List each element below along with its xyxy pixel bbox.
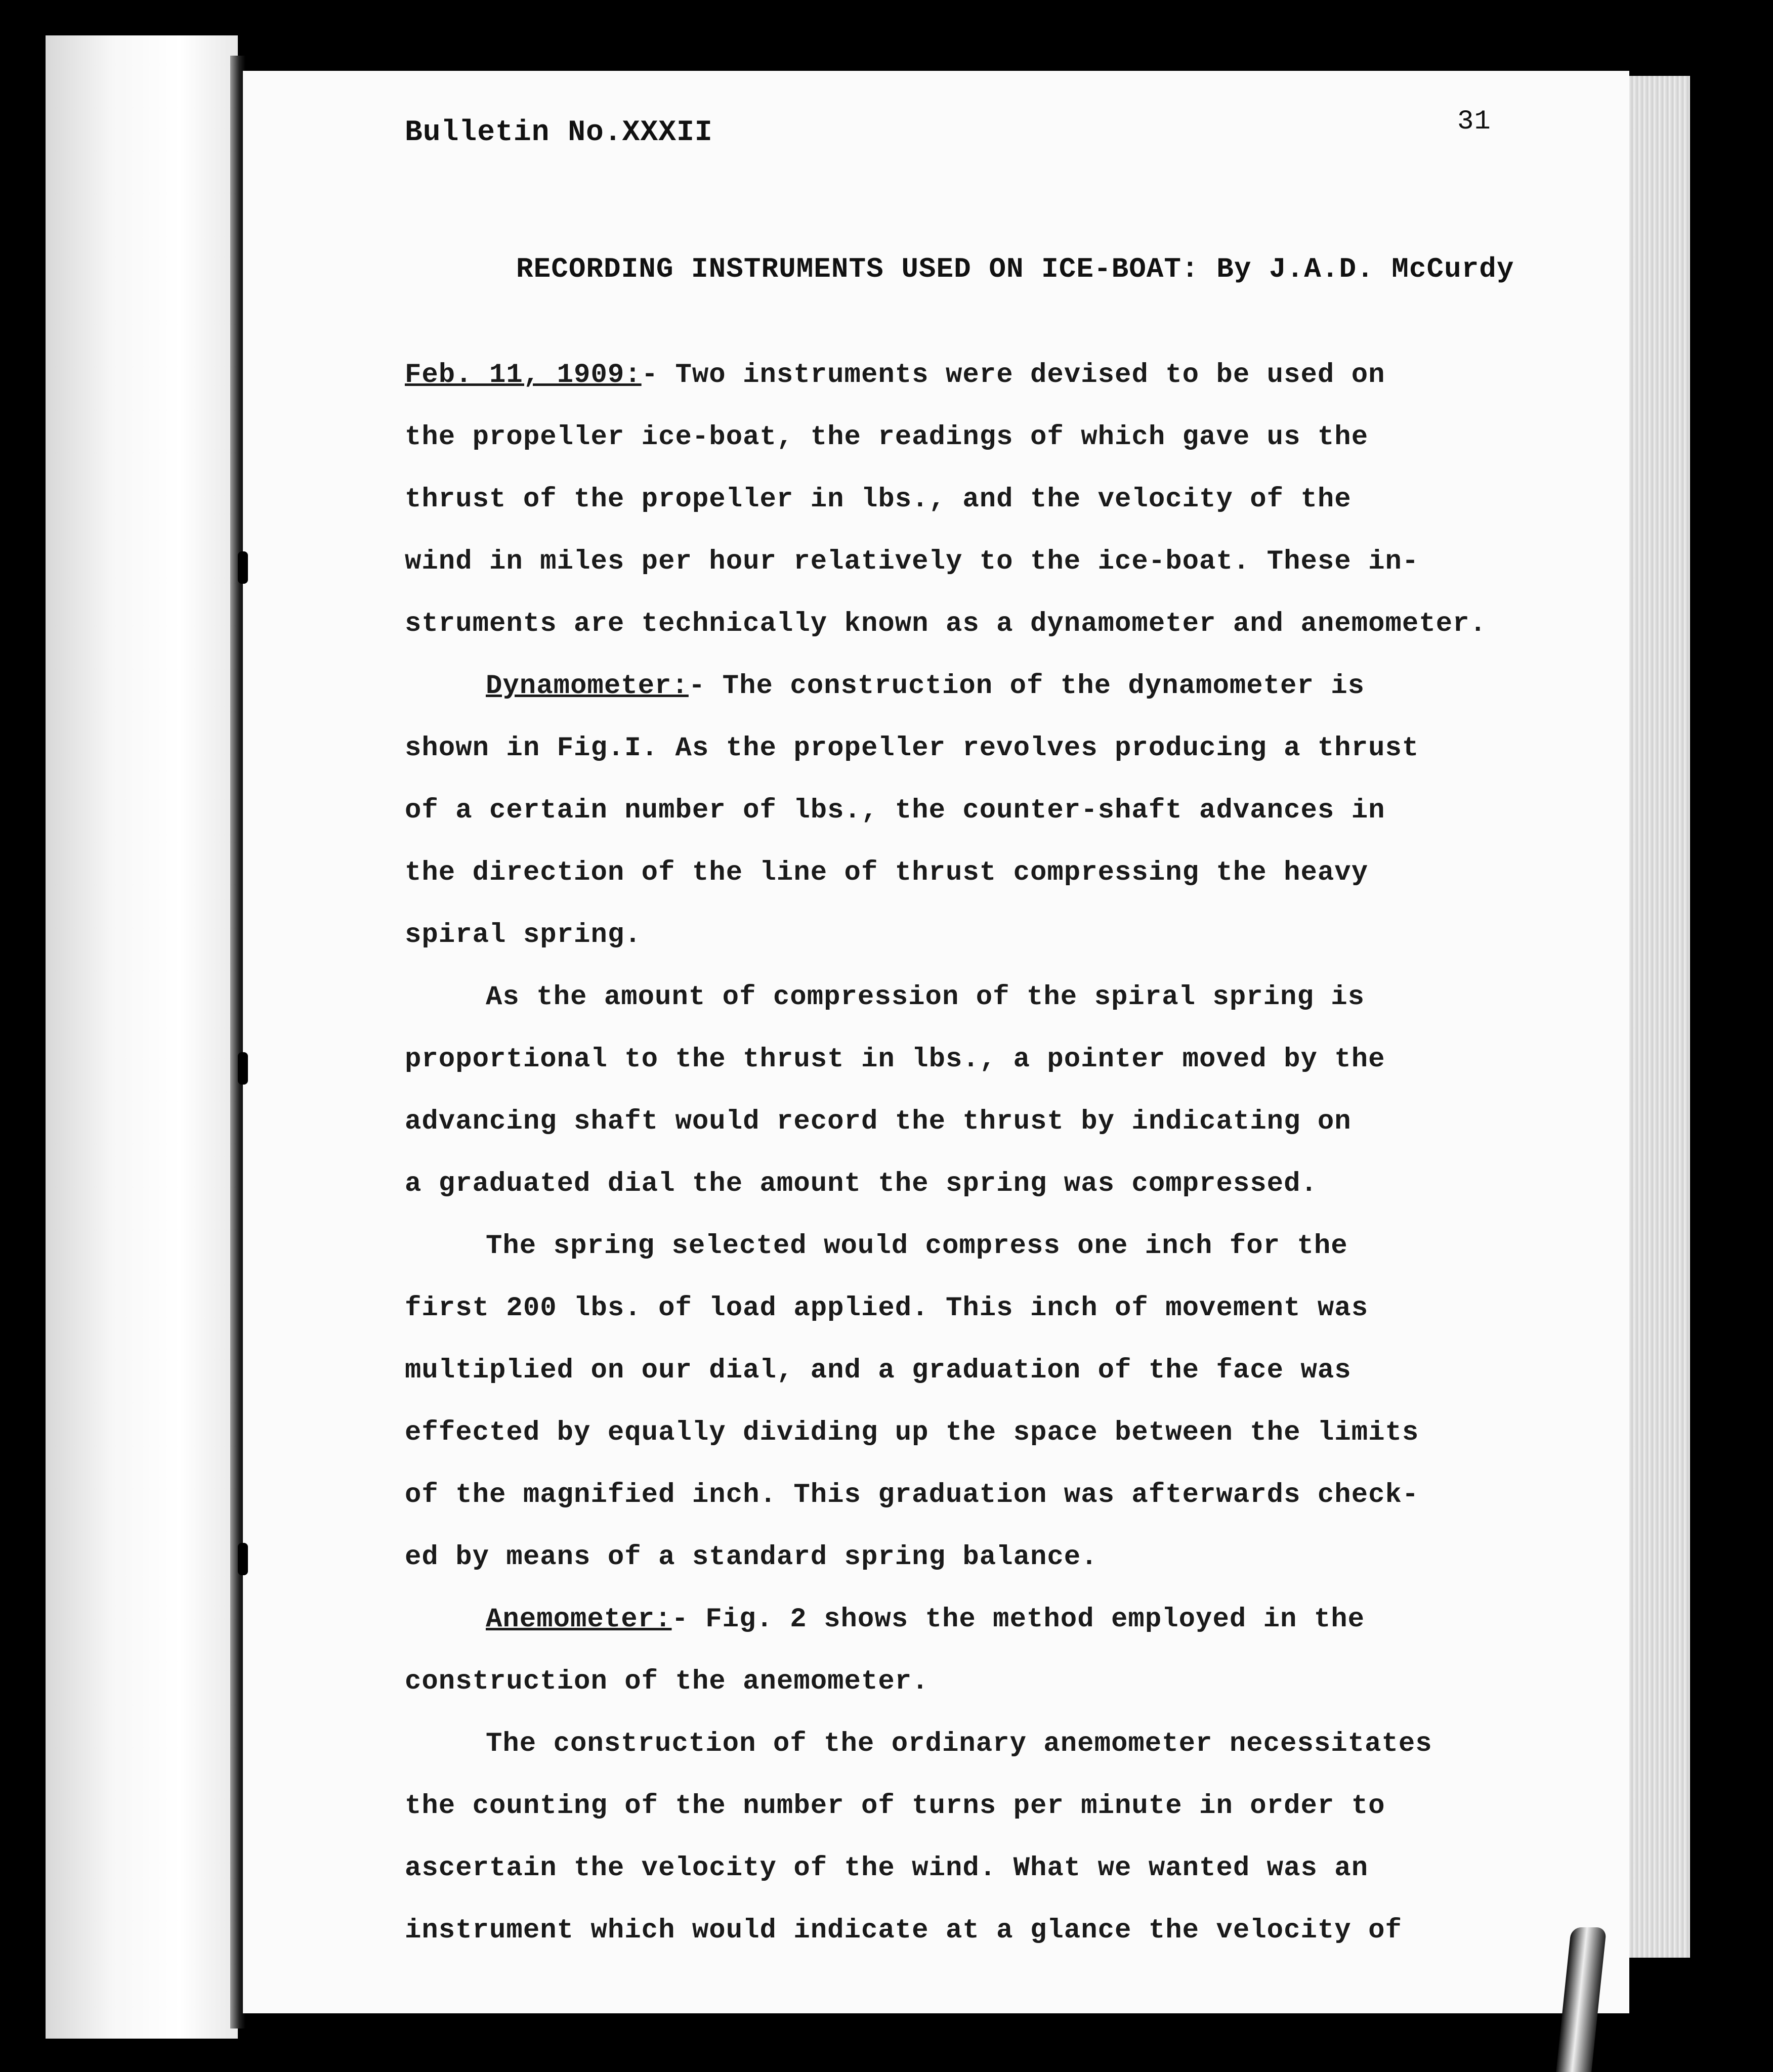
text-line: shown in Fig.I. As the propeller revolves producing a thrust xyxy=(405,733,1419,764)
text-line: proportional to the thrust in lbs., a pointer moved by the xyxy=(405,1044,1385,1075)
text-line: Feb. 11, 1909:- Two instruments were devised to be used on xyxy=(405,360,1385,391)
text-line: The spring selected would compress one inch for the xyxy=(486,1231,1348,1262)
text-line: spiral spring. xyxy=(405,920,642,951)
text-line: multiplied on our dial, and a graduation of the face was xyxy=(405,1355,1352,1386)
date-heading: Feb. 11, 1909: xyxy=(405,360,642,391)
bulletin-header: Bulletin No.XXXII xyxy=(405,116,713,149)
text-line: a graduated dial the amount the spring was compressed. xyxy=(405,1169,1318,1199)
section-heading-anemometer: Anemometer: xyxy=(486,1604,672,1635)
page-edges xyxy=(1629,76,1690,1958)
text-line: wind in miles per hour relatively to the ice-boat. These in- xyxy=(405,546,1419,577)
text-line: the propeller ice-boat, the readings of which gave us the xyxy=(405,422,1369,453)
text-line: instrument which would indicate at a glance the velocity of xyxy=(405,1915,1402,1946)
page-number: 31 xyxy=(1457,106,1491,137)
section-heading-dynamometer: Dynamometer: xyxy=(486,671,689,702)
text-line: ascertain the velocity of the wind. What we wanted was an xyxy=(405,1853,1369,1884)
binder-hole xyxy=(238,551,248,584)
text-line: of the magnified inch. This graduation was afterwards check- xyxy=(405,1480,1419,1510)
binder-hole xyxy=(238,1052,248,1085)
text-line: first 200 lbs. of load applied. This inch of movement was xyxy=(405,1293,1369,1324)
text-line: of a certain number of lbs., the counter-shaft advances in xyxy=(405,795,1385,826)
binder-hole xyxy=(238,1543,248,1575)
text-line: construction of the anemometer. xyxy=(405,1666,929,1697)
text-line: struments are technically known as a dynamometer and anemometer. xyxy=(405,609,1487,639)
text-line: the direction of the line of thrust compressing the heavy xyxy=(405,857,1369,888)
text-line: Anemometer:- Fig. 2 shows the method employed in the xyxy=(486,1604,1365,1635)
facing-page xyxy=(46,35,238,2039)
text-line: The construction of the ordinary anemometer necessitates xyxy=(486,1729,1432,1759)
text-line: effected by equally dividing up the space between the limits xyxy=(405,1417,1419,1448)
article-title: RECORDING INSTRUMENTS USED ON ICE-BOAT: By J.A.D. McCurdy xyxy=(516,253,1514,285)
text-line: Dynamometer:- The construction of the dynamometer is xyxy=(486,671,1365,702)
body-text xyxy=(405,344,1609,1962)
text-line: ed by means of a standard spring balance. xyxy=(405,1542,1098,1573)
text-line: As the amount of compression of the spiral spring is xyxy=(486,982,1365,1013)
text-line: the counting of the number of turns per minute in order to xyxy=(405,1791,1385,1822)
text-line: thrust of the propeller in lbs., and the velocity of the xyxy=(405,484,1352,515)
text-line: advancing shaft would record the thrust by indicating on xyxy=(405,1106,1352,1137)
